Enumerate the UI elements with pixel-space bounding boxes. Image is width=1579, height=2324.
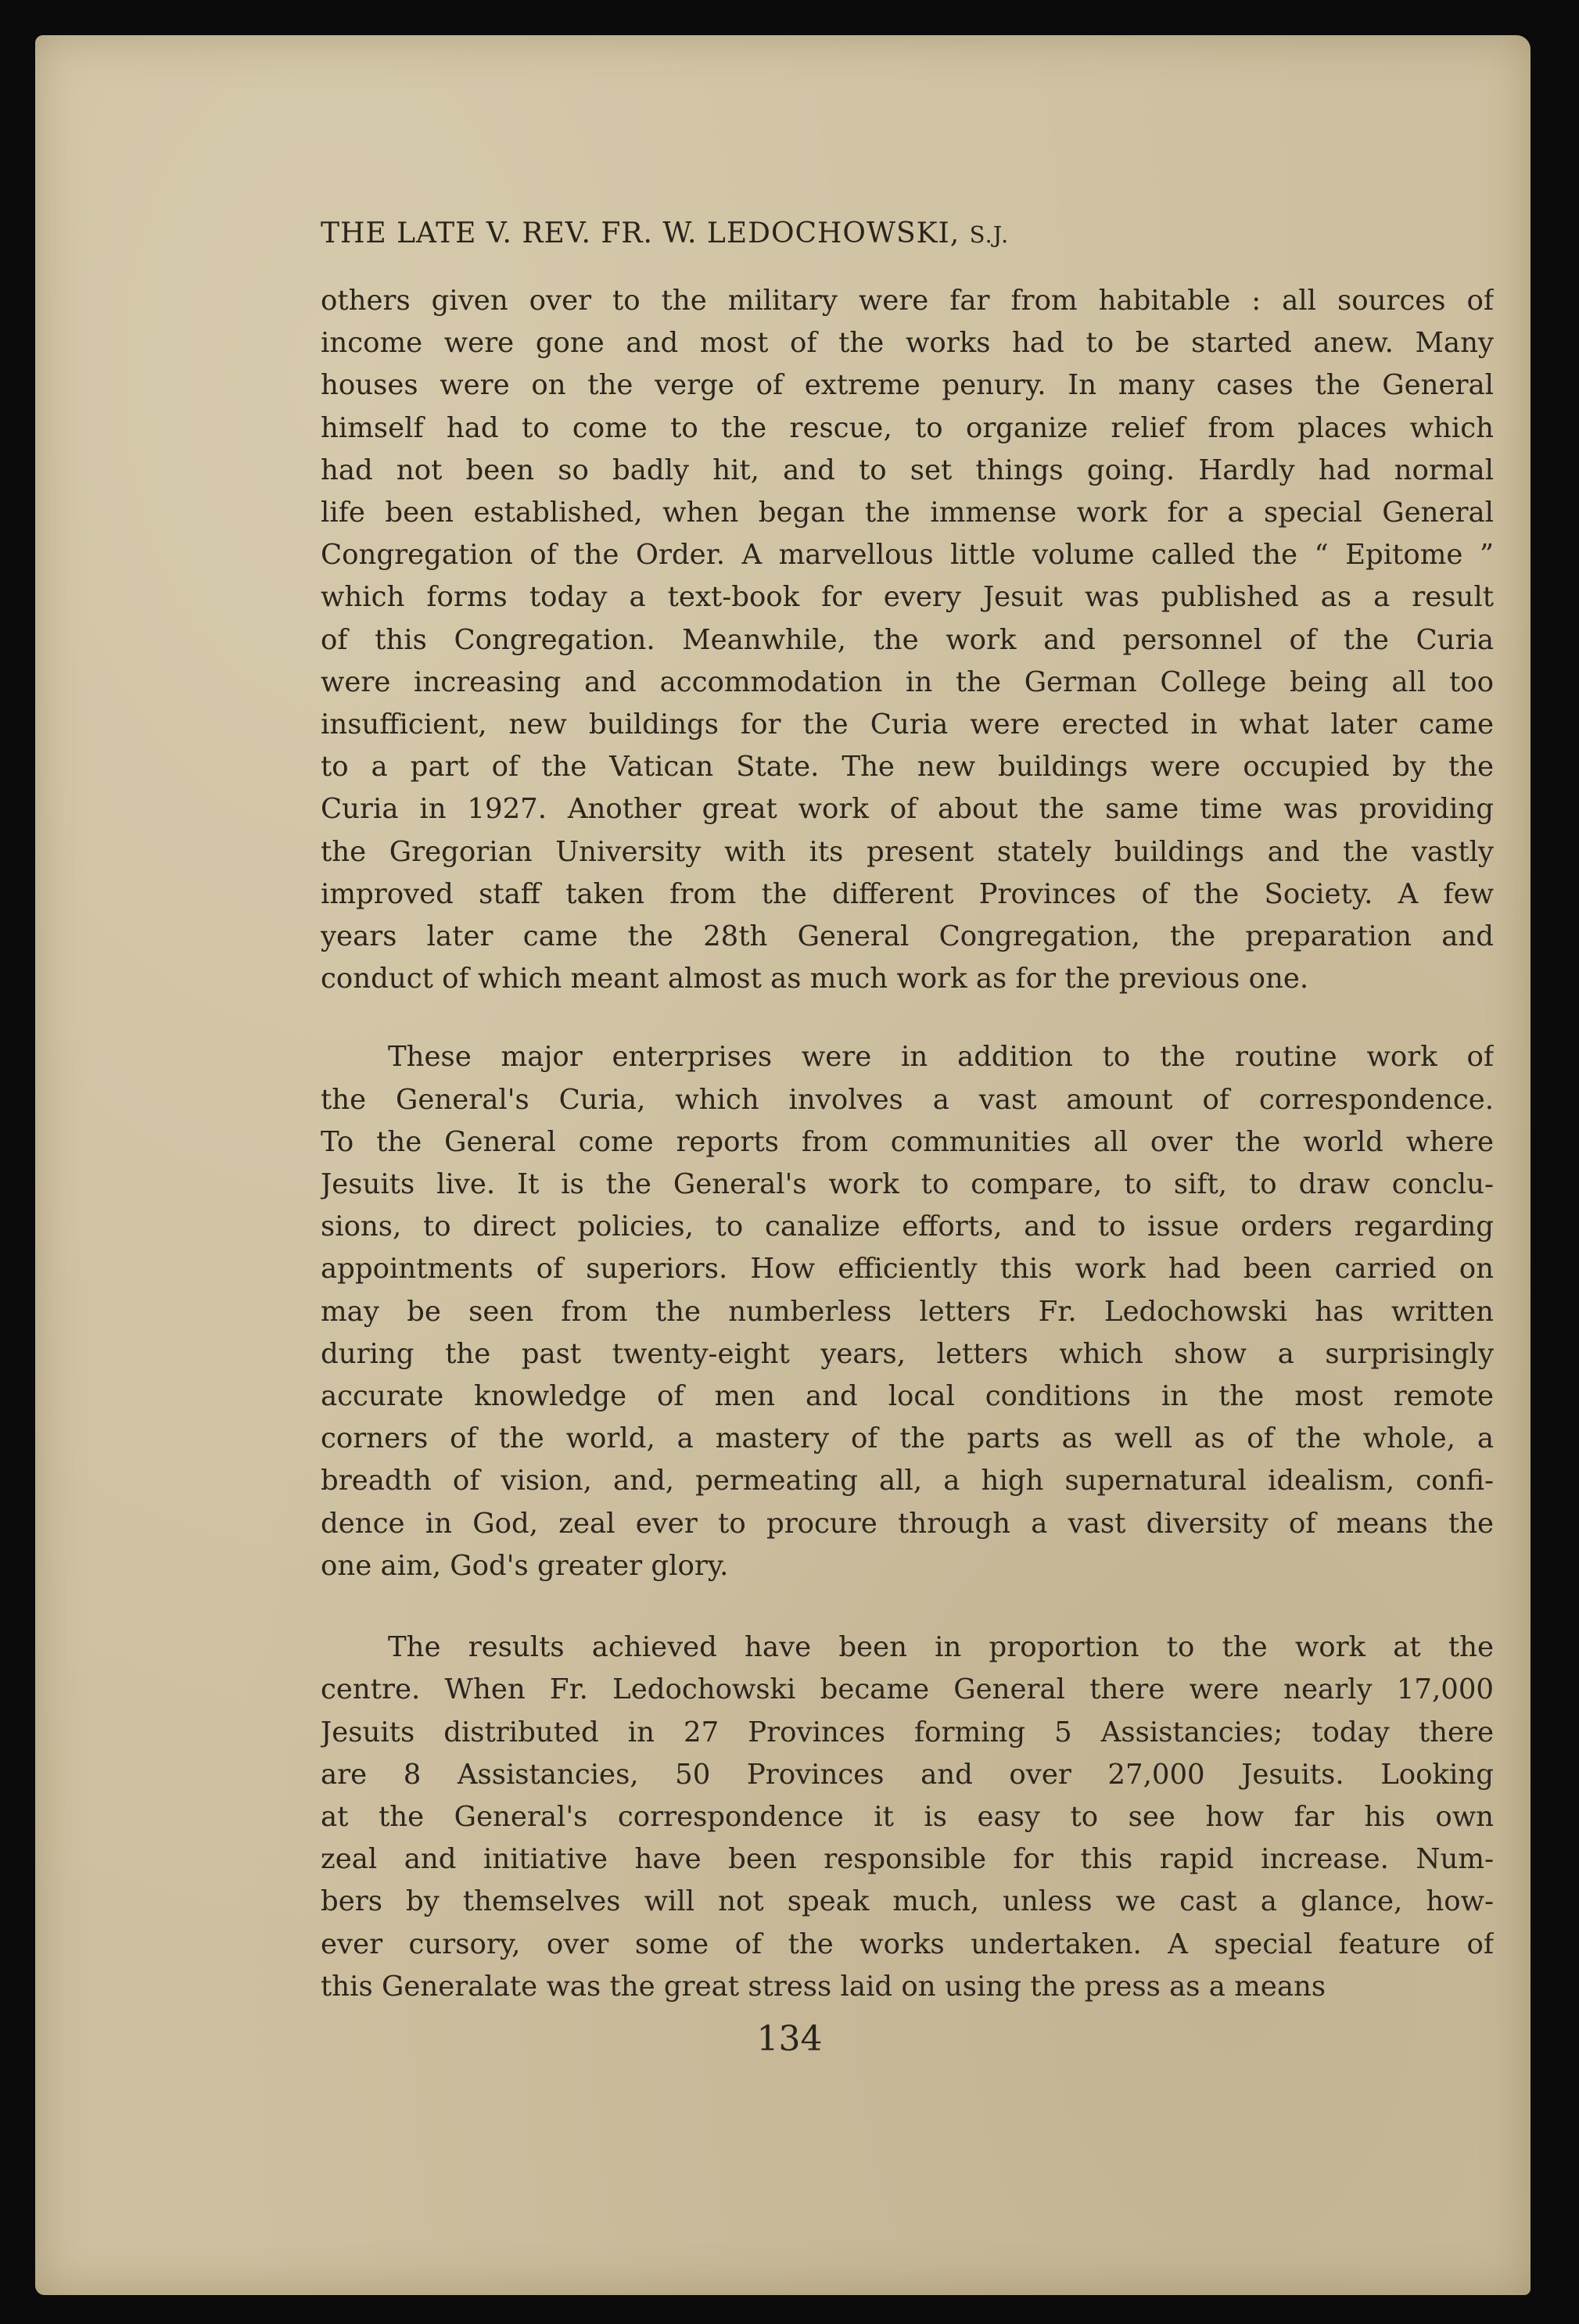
- text-line: one aim, God's greater glory.: [321, 1549, 729, 1582]
- text-line: at the General's correspondence it is easy to see how far his own: [321, 1800, 1494, 1833]
- text-line: were increasing and accommodation in the German College being all too: [321, 665, 1494, 698]
- text-line: breadth of vision, and, permeating all, a high supernatural idealism, confi-: [321, 1465, 1494, 1497]
- text-line: improved staff taken from the different Provinces of the Society. A few: [321, 877, 1494, 910]
- text-line: which forms today a text-book for every Jesuit was published as a result: [321, 581, 1494, 614]
- paragraph-1: [321, 280, 1494, 1000]
- paragraph-spacer: [321, 1000, 1494, 1036]
- body-text: [321, 280, 1494, 2008]
- text-line: bers by themselves will not speak much, unless we cast a glance, how-: [321, 1885, 1494, 1918]
- text-line: Curia in 1927. Another great work of about the same time was providing: [321, 793, 1494, 826]
- text-line: the General's Curia, which involves a vast amount of correspondence.: [321, 1083, 1494, 1116]
- text-line: to a part of the Vatican State. The new buildings were occupied by the: [321, 751, 1494, 784]
- running-title-suffix: S.J.: [969, 221, 1010, 248]
- text-line: conduct of which meant almost as much work as for the previous one.: [321, 963, 1309, 995]
- running-title: THE LATE V. REV. FR. W. LEDOCHOWSKI,: [321, 217, 960, 249]
- text-line: houses were on the verge of extreme penury. In many cases the General: [321, 369, 1494, 402]
- text-line: himself had to come to the rescue, to organize relief from places which: [321, 411, 1494, 444]
- text-line: of this Congregation. Meanwhile, the work and personnel of the Curia: [321, 623, 1494, 656]
- text-line: The results achieved have been in proportion to the work at the: [388, 1631, 1494, 1664]
- text-line: may be seen from the numberless letters Fr. Ledochowski has written: [321, 1295, 1494, 1328]
- text-line: insufficient, new buildings for the Curia were erected in what later came: [321, 708, 1494, 741]
- text-line: this Generalate was the great stress laid on using the press as a means: [321, 1970, 1326, 2003]
- text-line: accurate knowledge of men and local conditions in the most remote: [321, 1380, 1494, 1413]
- paragraph-spacer: [321, 1587, 1494, 1626]
- text-line: zeal and initiative have been responsible for this rapid increase. Num-: [321, 1843, 1494, 1876]
- text-line: are 8 Assistancies, 50 Provinces and over 27,000 Jesuits. Looking: [321, 1758, 1494, 1791]
- text-line: These major enterprises were in addition to the routine work of: [388, 1041, 1494, 1074]
- text-line: appointments of superiors. How efficiently this work had been carried on: [321, 1253, 1494, 1286]
- text-line: years later came the 28th General Congregation, the preparation and: [321, 920, 1494, 953]
- text-line: ever cursory, over some of the works undertaken. A special feature of: [321, 1928, 1494, 1960]
- text-line: income were gone and most of the works had to be started anew. Many: [321, 327, 1494, 360]
- text-line: Congregation of the Order. A marvellous little volume called the “ Epitome ”: [321, 539, 1494, 572]
- text-line: sions, to direct policies, to canalize efforts, and to issue orders regarding: [321, 1210, 1494, 1243]
- text-line: Jesuits live. It is the General's work to compare, to sift, to draw conclu-: [321, 1168, 1494, 1201]
- running-header: [321, 217, 1494, 249]
- text-line: corners of the world, a mastery of the parts as well as of the whole, a: [321, 1422, 1494, 1455]
- text-line: To the General come reports from communities all over the world where: [321, 1125, 1494, 1158]
- paragraph-2: [321, 1036, 1494, 1587]
- text-line: centre. When Fr. Ledochowski became General there were nearly 17,000: [321, 1673, 1494, 1706]
- text-line: life been established, when began the immense work for a special General: [321, 497, 1494, 529]
- text-line: others given over to the military were far from habitable : all sources of: [321, 285, 1494, 317]
- text-line: dence in God, zeal ever to procure through a vast diversity of means the: [321, 1507, 1494, 1540]
- page-number: 134: [756, 2019, 823, 2059]
- paragraph-3: [321, 1626, 1494, 2008]
- text-line: the Gregorian University with its present stately buildings and the vastly: [321, 835, 1494, 868]
- text-line: had not been so badly hit, and to set things going. Hardly had normal: [321, 454, 1494, 486]
- text-line: during the past twenty-eight years, letters which show a surprisingly: [321, 1337, 1494, 1370]
- text-line: Jesuits distributed in 27 Provinces forming 5 Assistancies; today there: [321, 1716, 1494, 1748]
